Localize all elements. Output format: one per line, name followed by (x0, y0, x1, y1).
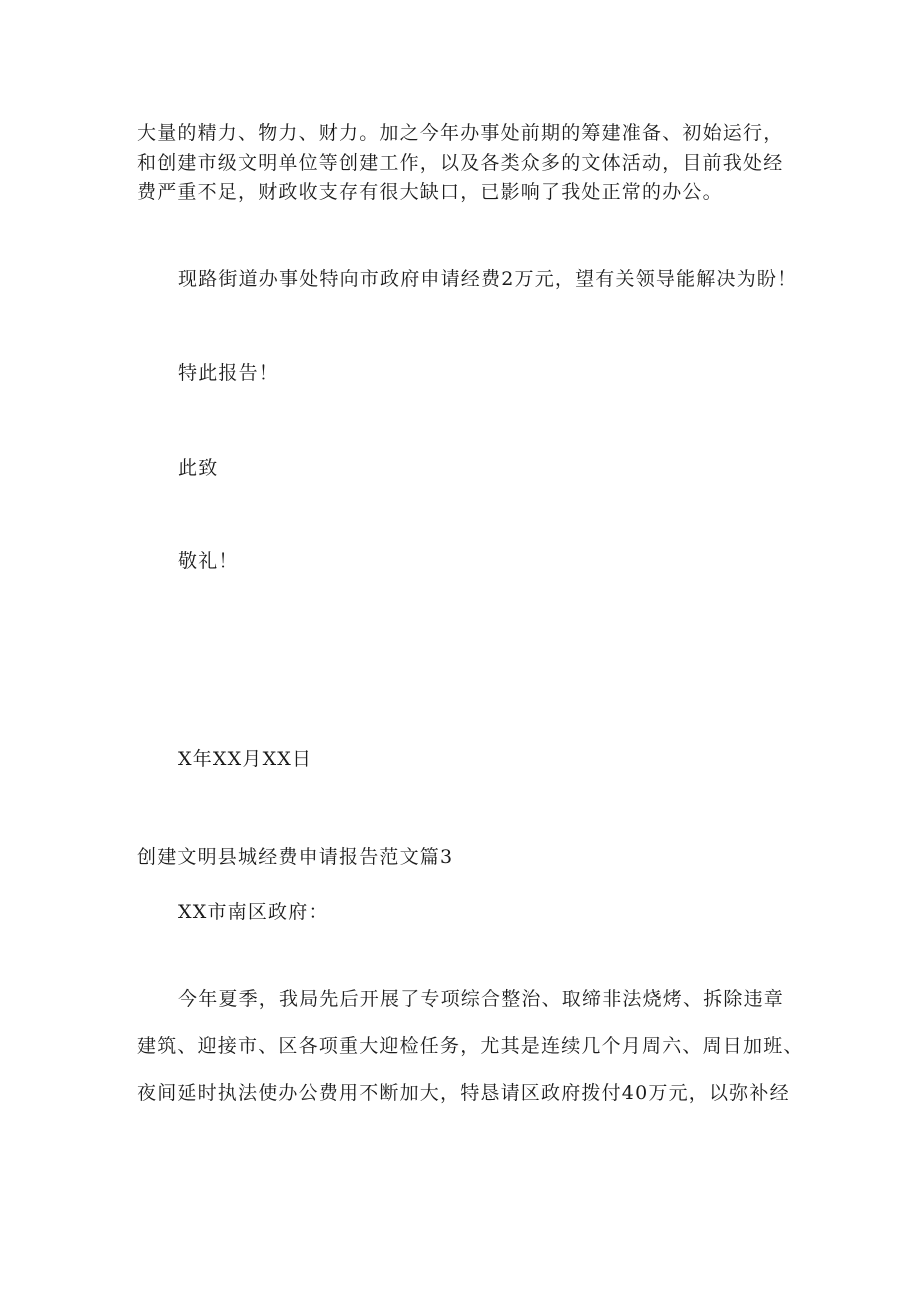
regards: 敬礼！ (178, 550, 239, 572)
salutation: 此致 (178, 457, 219, 479)
paragraph-line: 夜间延时执法使办公费用不断加大，特恳请区政府拨付40万元，以弥补经 (137, 1082, 790, 1104)
paragraph-line: 今年夏季，我局先后开展了专项综合整治、取缔非法烧烤、拆除违章 (178, 988, 785, 1010)
report-closing: 特此报告！ (178, 362, 280, 384)
date-line: X年XX月XX日 (178, 748, 313, 770)
paragraph-line: 大量的精力、物力、财力。加之今年办事处前期的筹建准备、初始运行， (137, 122, 784, 144)
paragraph-line: 建筑、迎接市、区各项重大迎检任务，尤其是连续几个月周六、周日加班、 (137, 1035, 804, 1057)
paragraph-line: 费严重不足，财政收支存有很大缺口，已影响了我处正常的办公。 (137, 181, 723, 203)
funding-request-paragraph: 现路街道办事处特向市政府申请经费2万元，望有关领导能解决为盼！ (178, 268, 798, 290)
paragraph-line: 和创建市级文明单位等创建工作，以及各类众多的文体活动，目前我处经 (137, 152, 784, 174)
addressee: XX市南区政府： (178, 901, 329, 923)
section-title: 创建文明县城经费申请报告范文篇3 (137, 846, 454, 868)
